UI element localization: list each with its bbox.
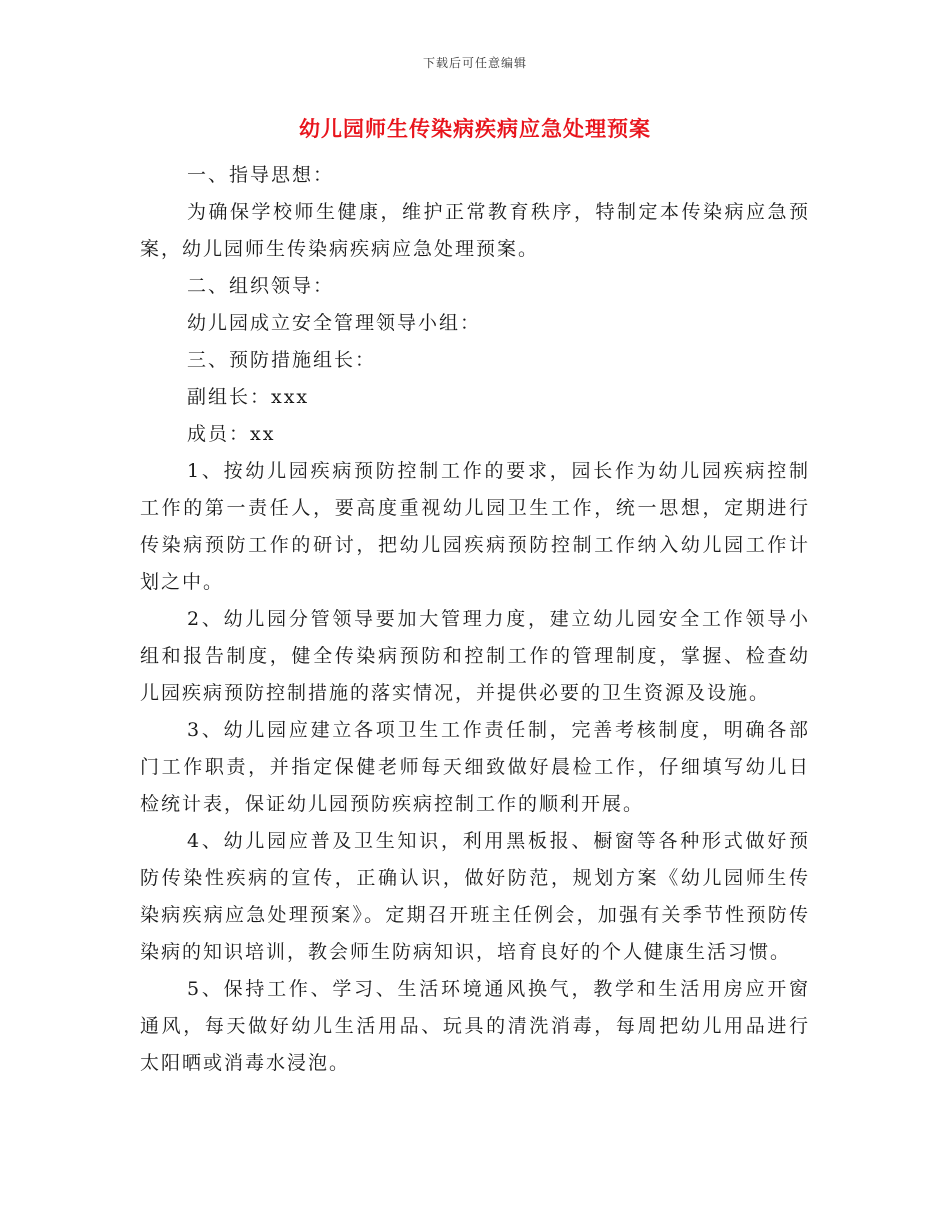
paragraph-purpose: 为确保学校师生健康，维护正常教育秩序，特制定本传染病应急预案，幼儿园师生传染病疾病应急处理预案。 xyxy=(140,201,810,260)
paragraph-members: 成员：xx xyxy=(187,423,276,445)
paragraph-item-2: 2、幼儿园分管领导要加大管理力度，建立幼儿园安全工作领导小组和报告制度，健全传染病预防和控制工作的管理制度，掌握、检查幼儿园疾病预防控制措施的落实情况，并提供必要的卫生资源及设施。 xyxy=(140,608,810,704)
paragraph-leadership-group: 幼儿园成立安全管理领导小组： xyxy=(187,312,482,334)
paragraph-item-4: 4、幼儿园应普及卫生知识，利用黑板报、橱窗等各种形式做好预防传染性疾病的宣传，正确认识，做好防范，规划方案《幼儿园师生传染病疾病应急处理预案》。定期召开班主任例会，加强有关季节性预防传染病的知识培训，教会师生防病知识，培育良好的个人健康生活习惯。 xyxy=(140,830,810,963)
paragraph-item-3: 3、幼儿园应建立各项卫生工作责任制，完善考核制度，明确各部门工作职责，并指定保健老师每天细致做好晨检工作，仔细填写幼儿日检统计表，保证幼儿园预防疾病控制工作的顺利开展。 xyxy=(140,719,810,815)
document-title: 幼儿园师生传染病疾病应急处理预案 xyxy=(299,116,651,141)
paragraph-item-5: 5、保持工作、学习、生活环境通风换气，教学和生活用房应开窗通风，每天做好幼儿生活用品、玩具的清洗消毒，每周把幼儿用品进行太阳晒或消毒水浸泡。 xyxy=(140,978,810,1074)
paragraph-item-1: 1、按幼儿园疾病预防控制工作的要求，园长作为幼儿园疾病控制工作的第一责任人，要高度重视幼儿园卫生工作，统一思想，定期进行传染病预防工作的研讨，把幼儿园疾病预防控制工作纳入幼儿园工作计划之中。 xyxy=(140,460,810,593)
section-heading-organization: 二、组织领导： xyxy=(187,275,335,297)
section-heading-prevention-leader: 三、预防措施组长： xyxy=(187,349,377,371)
section-heading-guiding-thought: 一、指导思想： xyxy=(187,164,335,186)
paragraph-deputy-leader: 副组长：xxx xyxy=(187,386,310,408)
header-note: 下载后可任意编辑 xyxy=(422,56,527,70)
document-body xyxy=(140,157,810,1082)
